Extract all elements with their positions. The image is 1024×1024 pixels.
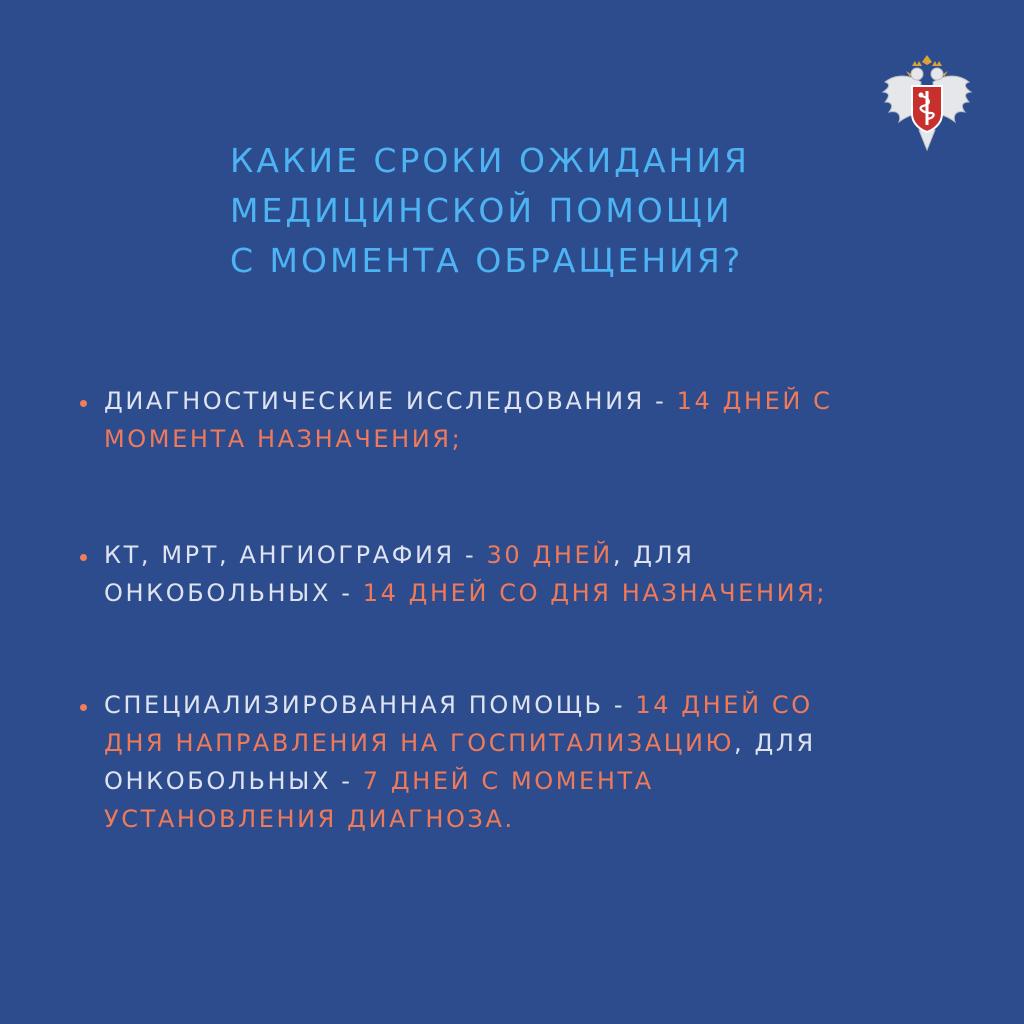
item-highlight: 14 ДНЕЙ С xyxy=(676,387,833,415)
item-text: , ДЛЯ xyxy=(734,729,816,757)
item-line xyxy=(104,574,958,612)
item-text: ОНКОБОЛЬНЫХ - xyxy=(104,767,363,795)
title-line: С МОМЕНТА ОБРАЩЕНИЯ? xyxy=(230,241,744,280)
item-highlight: 14 ДНЕЙ СО ДНЯ НАЗНАЧЕНИЯ; xyxy=(362,579,828,607)
item-line xyxy=(104,536,958,574)
list-item xyxy=(78,382,958,458)
item-highlight: МОМЕНТА НАЗНАЧЕНИЯ; xyxy=(104,425,463,453)
item-text: ОНКОБОЛЬНЫХ - xyxy=(104,579,363,607)
item-highlight: 30 ДНЕЙ xyxy=(486,541,613,569)
item-line xyxy=(104,724,958,762)
double-headed-eagle-emblem-icon xyxy=(881,52,973,152)
item-line xyxy=(104,382,958,420)
item-highlight: 14 ДНЕЙ СО xyxy=(635,691,813,719)
list-item xyxy=(78,536,958,612)
item-highlight: 7 ДНЕЙ С МОМЕНТА xyxy=(362,767,654,795)
bullet-icon xyxy=(80,554,87,561)
item-text: , ДЛЯ xyxy=(612,541,695,569)
page-title xyxy=(230,136,830,286)
item-line xyxy=(104,686,958,724)
bullet-icon xyxy=(80,400,87,407)
item-line xyxy=(104,762,958,800)
item-text: СПЕЦИАЛИЗИРОВАННАЯ ПОМОЩЬ - xyxy=(104,691,636,719)
item-highlight: УСТАНОВЛЕНИЯ ДИАГНОЗА. xyxy=(104,805,515,833)
title-line: КАКИЕ СРОКИ ОЖИДАНИЯ xyxy=(230,141,750,180)
list-item xyxy=(78,686,958,838)
item-text: ДИАГНОСТИЧЕСКИЕ ИССЛЕДОВАНИЯ - xyxy=(104,387,677,415)
title-line: МЕДИЦИНСКОЙ ПОМОЩИ xyxy=(230,191,733,230)
item-text: КТ, МРТ, АНГИОГРАФИЯ - xyxy=(104,541,487,569)
item-line xyxy=(104,800,958,838)
item-line xyxy=(104,420,958,458)
bullet-icon xyxy=(80,704,87,711)
item-highlight: ДНЯ НАПРАВЛЕНИЯ НА ГОСПИТАЛИЗАЦИЮ xyxy=(104,729,735,757)
